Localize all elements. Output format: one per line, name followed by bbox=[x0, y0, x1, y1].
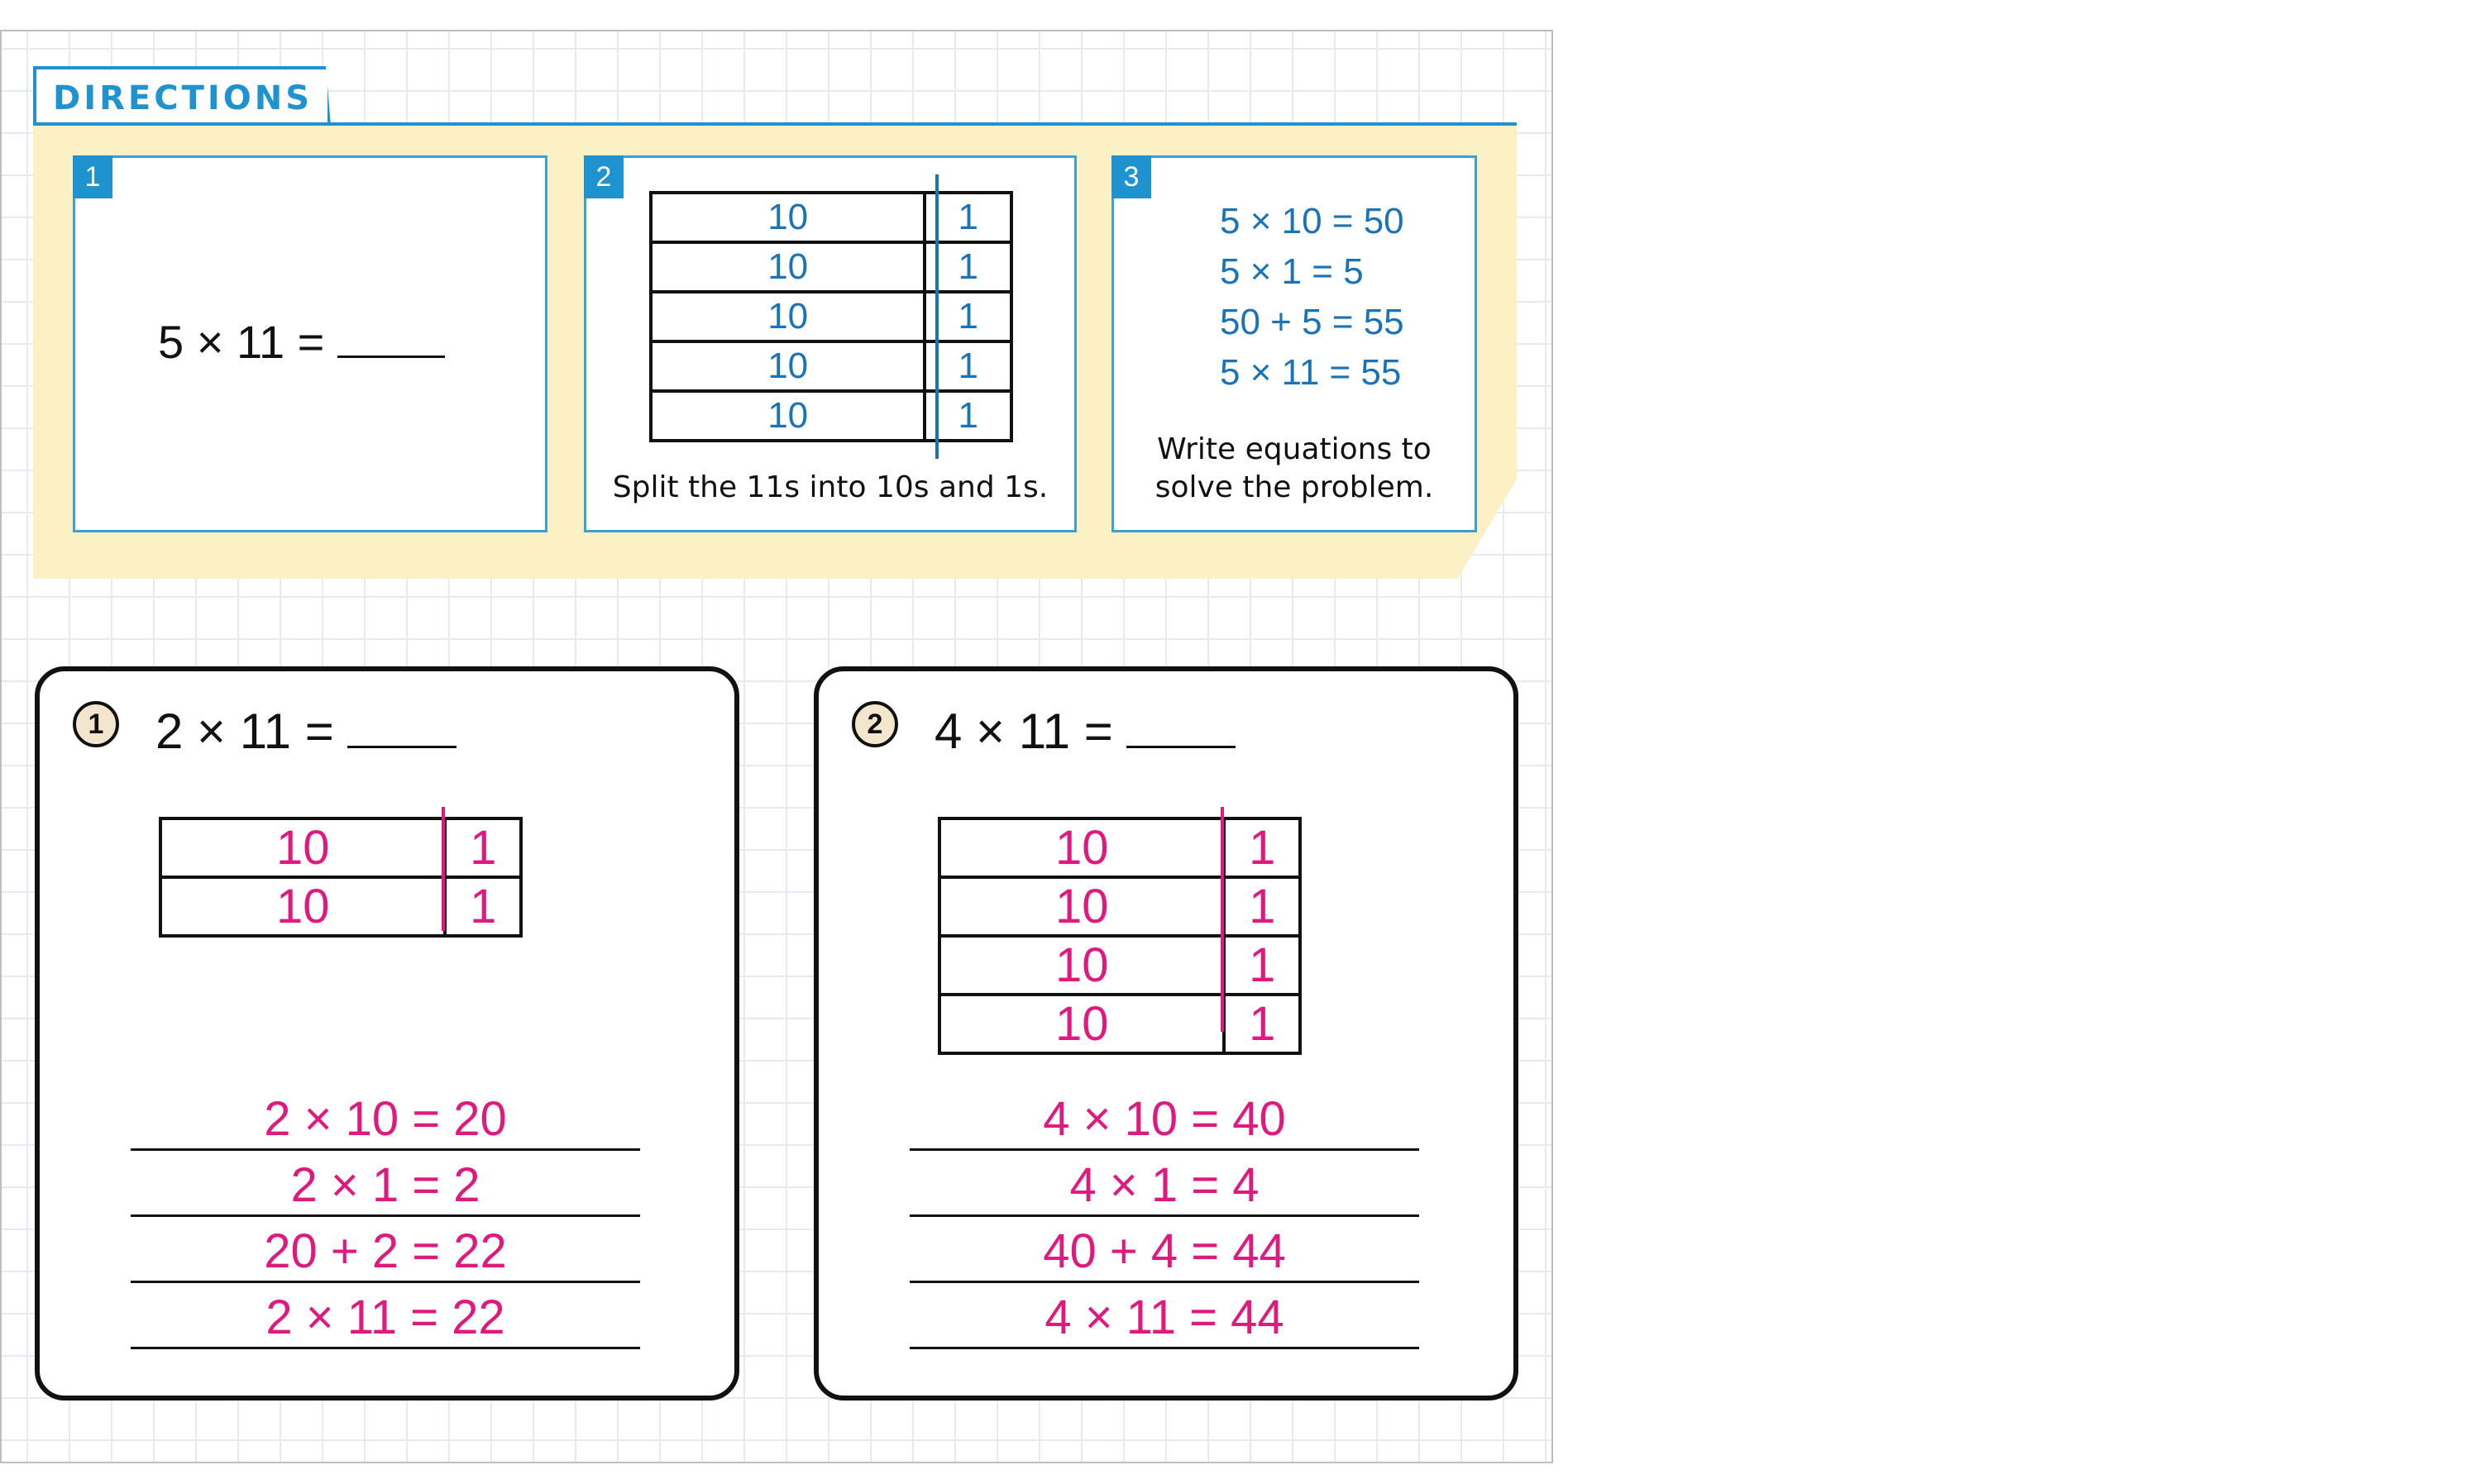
directions-rule bbox=[33, 122, 1517, 126]
ones-cell: 1 bbox=[925, 193, 1011, 242]
ones-cell: 1 bbox=[925, 391, 1011, 441]
equation: 5 × 10 = 50 bbox=[1220, 201, 1404, 241]
example-equations bbox=[1220, 196, 1404, 398]
direction-step-1 bbox=[73, 155, 547, 532]
directions-label: DIRECTIONS bbox=[53, 79, 313, 117]
ones-cell: 1 bbox=[1224, 995, 1300, 1053]
tens-cell: 10 bbox=[651, 193, 925, 242]
tens-cell: 10 bbox=[160, 818, 445, 877]
split-table bbox=[649, 191, 1013, 442]
step-caption-line-1: Write equations to bbox=[1157, 432, 1432, 466]
equation-line[interactable]: 40 + 4 = 44 bbox=[910, 1217, 1419, 1283]
problem-expression: 4 × 11 = bbox=[935, 704, 1113, 759]
ones-cell: 1 bbox=[445, 818, 521, 877]
problem-expression: 2 × 11 = bbox=[155, 704, 334, 759]
step-number: 3 bbox=[1111, 155, 1151, 198]
split-line bbox=[1221, 807, 1224, 1032]
split-table bbox=[159, 817, 523, 938]
table-row bbox=[939, 936, 1300, 995]
table-row bbox=[939, 995, 1300, 1053]
split-line bbox=[935, 174, 939, 459]
table-row bbox=[651, 391, 1011, 441]
example-expression: 5 × 11 = bbox=[158, 316, 325, 368]
table-row bbox=[939, 818, 1300, 877]
answer-blank[interactable] bbox=[347, 708, 457, 748]
tens-cell: 10 bbox=[939, 995, 1224, 1053]
problem-title bbox=[935, 703, 1236, 760]
equation: 5 × 11 = 55 bbox=[1220, 352, 1402, 393]
problem-number-badge: 1 bbox=[73, 701, 119, 747]
equation-line[interactable]: 2 × 11 = 22 bbox=[131, 1283, 640, 1349]
step-number: 1 bbox=[73, 155, 112, 198]
equation-line[interactable]: 4 × 10 = 40 bbox=[910, 1085, 1419, 1151]
table-row bbox=[160, 877, 521, 936]
problem-2-card bbox=[814, 666, 1518, 1400]
example-problem bbox=[158, 315, 445, 369]
table-row bbox=[651, 292, 1011, 341]
step-number: 2 bbox=[584, 155, 624, 198]
problem-title bbox=[155, 703, 457, 760]
table-row bbox=[651, 193, 1011, 242]
answer-blank[interactable] bbox=[1126, 708, 1236, 748]
tens-cell: 10 bbox=[651, 292, 925, 341]
equation-line[interactable]: 2 × 10 = 20 bbox=[131, 1085, 640, 1151]
ones-cell: 1 bbox=[925, 242, 1011, 292]
equation-line[interactable]: 20 + 2 = 22 bbox=[131, 1217, 640, 1283]
equation: 5 × 1 = 5 bbox=[1220, 251, 1364, 292]
ones-cell: 1 bbox=[925, 341, 1011, 391]
split-line bbox=[442, 807, 445, 931]
tens-cell: 10 bbox=[651, 391, 925, 441]
ones-cell: 1 bbox=[445, 877, 521, 936]
tens-cell: 10 bbox=[939, 877, 1224, 936]
problem-1-card bbox=[35, 666, 739, 1400]
tens-cell: 10 bbox=[160, 877, 445, 936]
equation-line[interactable]: 2 × 1 = 2 bbox=[131, 1151, 640, 1217]
equation-line[interactable]: 4 × 1 = 4 bbox=[910, 1151, 1419, 1217]
ones-cell: 1 bbox=[925, 292, 1011, 341]
table-row bbox=[651, 341, 1011, 391]
tens-cell: 10 bbox=[939, 818, 1224, 877]
tens-cell: 10 bbox=[651, 242, 925, 292]
table-row bbox=[160, 818, 521, 877]
step-caption-line-2: solve the problem. bbox=[1154, 470, 1434, 504]
equation: 50 + 5 = 55 bbox=[1220, 302, 1404, 342]
table-row bbox=[651, 242, 1011, 292]
ones-cell: 1 bbox=[1224, 818, 1300, 877]
direction-step-3 bbox=[1111, 155, 1477, 532]
answer-blank[interactable] bbox=[337, 322, 445, 358]
ones-cell: 1 bbox=[1224, 936, 1300, 995]
problem-number-badge: 2 bbox=[852, 701, 898, 747]
table-row bbox=[939, 877, 1300, 936]
step-caption: Split the 11s into 10s and 1s. bbox=[612, 470, 1049, 504]
split-table bbox=[938, 817, 1302, 1055]
equation-line[interactable]: 4 × 11 = 44 bbox=[910, 1283, 1419, 1349]
direction-step-2 bbox=[584, 155, 1077, 532]
ones-cell: 1 bbox=[1224, 877, 1300, 936]
tens-cell: 10 bbox=[939, 936, 1224, 995]
tens-cell: 10 bbox=[651, 341, 925, 391]
